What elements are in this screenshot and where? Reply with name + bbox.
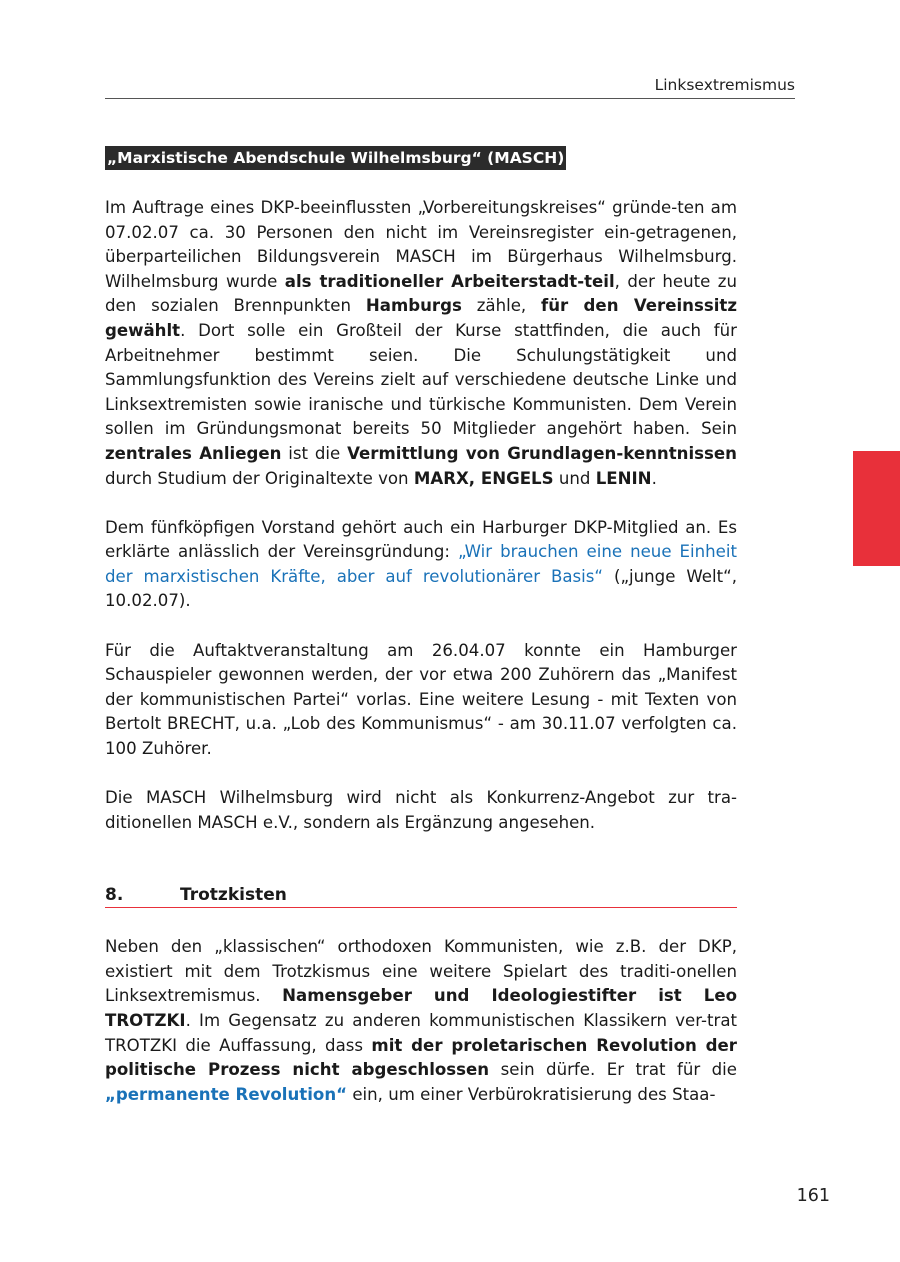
text-run: zähle, <box>461 296 542 316</box>
header-rule <box>105 98 795 99</box>
text-run: und <box>553 468 596 488</box>
text-run: Neben den „klassischen“ orthodoxen Kommunisten, wie z.B. der DKP, existiert mit dem Trotzkismus eine weitere Spielart des traditi-onellen Linksextremismus. <box>105 937 737 1006</box>
paragraph-masch-founding <box>105 196 737 491</box>
quote-run: „Wir brauchen eine neue Einheit der marxistischen Kräfte, aber auf revolutionärer Basis“ <box>105 542 738 586</box>
bold-run: Namensgeber und Ideologiestifter ist Leo TROTZKI <box>105 986 737 1030</box>
quote-bold-run: „permanente Revolution“ <box>105 1084 348 1104</box>
sub-heading-masch: „Marxistische Abendschule Wilhelmsburg“ (MASCH) <box>105 146 566 170</box>
page-body <box>105 146 737 1107</box>
bold-run: Vermittlung von Grundlagen-kenntnissen <box>347 443 737 463</box>
text-run: . <box>651 468 657 488</box>
section-title: Trotzkisten <box>180 885 287 906</box>
text-run: sein dürfe. Er trat für die <box>489 1060 737 1080</box>
chapter-thumb-tab <box>853 451 900 566</box>
text-run: Im Auftrage eines DKP-beeinflussten „Vorbereitungskreises“ gründe-ten am 07.02.07 ca. 30 Personen den nicht im Vereinsregister ein-getragenen, überparteilichen Bildungsverein MASCH im Bürgerhaus Wilhelmsburg. Wilhelmsburg wurde <box>105 198 737 291</box>
page-number: 161 <box>796 1186 830 1206</box>
paragraph-masch-relation: Die MASCH Wilhelmsburg wird nicht als Konkurrenz-Angebot zur tra-ditionellen MASCH e.V., sondern als Ergänzung angesehen. <box>105 787 737 832</box>
text-run: ist die <box>281 443 348 463</box>
text-run: durch Studium der Originaltexte von <box>105 468 414 488</box>
bold-run: für den Vereinssitz gewählt <box>105 296 737 340</box>
bold-run: mit der proletarischen Revolution der politische Prozess nicht abgeschlossen <box>105 1035 737 1080</box>
text-run: („junge Welt“, 10.02.07). <box>105 566 737 611</box>
section-number: 8. <box>105 885 124 906</box>
text-run: Dem fünfköpfigen Vorstand gehört auch ein Harburger DKP-Mitglied an. Es erklärte anlässlich der Vereinsgründung: <box>105 517 737 562</box>
paragraph-board <box>105 516 737 614</box>
text-run: ein, um einer Verbürokratisierung des Staa- <box>347 1084 716 1104</box>
text-run: . Dort solle ein Großteil der Kurse stattfinden, die auch für Arbeitnehmer bestimmt seien. Die Schulungstätigkeit und Sammlungsfunktion des Vereins zielt auf verschiedene deutsche Linke und Linksextremisten sowie iranische und türkische Kommunisten. Dem Verein sollen im Gründungsmonat bereits 50 Mitglieder angehört haben. Sein <box>105 320 737 439</box>
paragraph-trotzkism <box>105 935 737 1107</box>
text-run: . Im Gegensatz zu anderen kommunistischen Klassikern ver-trat TROTZKI die Auffassung, dass <box>105 1010 737 1055</box>
paragraph-kickoff-event: Für die Auftaktveranstaltung am 26.04.07 konnte ein Hamburger Schauspieler gewonnen werden, der vor etwa 200 Zuhörern das „Manifest der kommunistischen Partei“ vorlas. Eine weitere Lesung - mit Texten von Bertolt BRECHT, u.a. „Lob des Kommunismus“ - am 30.11.07 verfolgten ca. 100 Zuhörer. <box>105 640 737 758</box>
bold-run: zentrales Anliegen <box>105 443 282 463</box>
bold-run: als traditioneller Arbeiterstadt-teil <box>284 271 615 291</box>
section-heading-trotzkisten <box>105 883 737 908</box>
text-run: , der heute zu den sozialen Brennpunkten <box>105 271 737 316</box>
bold-run: LENIN <box>595 468 652 488</box>
bold-run: Hamburgs <box>365 296 462 316</box>
running-header-title: Linksextremismus <box>654 76 795 94</box>
bold-run: MARX, ENGELS <box>413 468 554 488</box>
